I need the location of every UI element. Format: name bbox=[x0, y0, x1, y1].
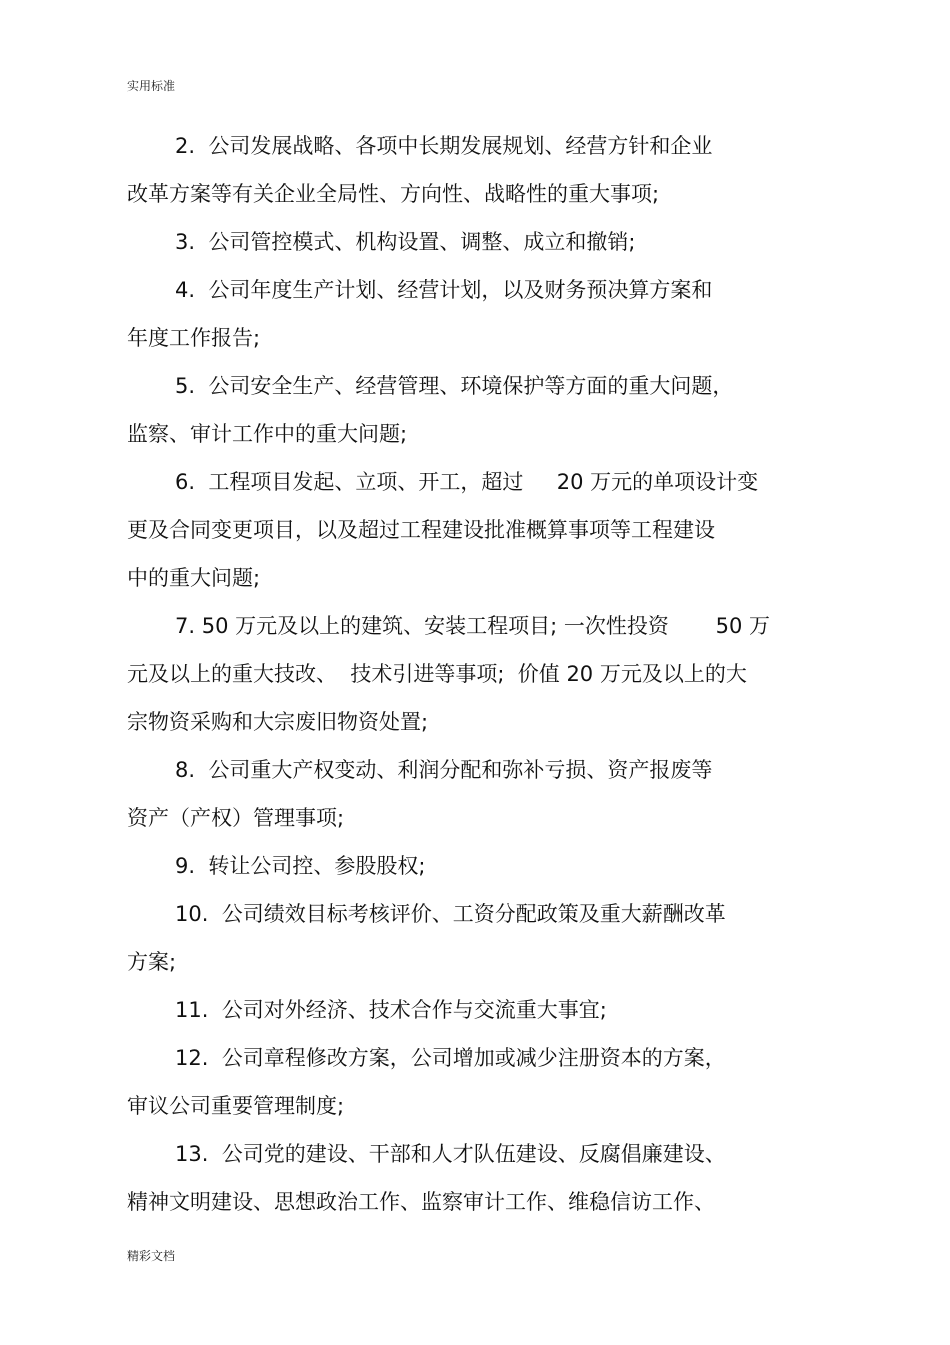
list-item-6-line-1: 6. 工程项目发起、立项、开工，超过 20 万元的单项设计变 bbox=[175, 470, 759, 494]
list-item-12-line-1: 12. 公司章程修改方案，公司增加或减少注册资本的方案， bbox=[175, 1046, 726, 1070]
list-item-12-line-2: 审议公司重要管理制度; bbox=[127, 1094, 345, 1118]
page-header-label: 实用标准 bbox=[127, 79, 176, 93]
list-item-11-line-1: 11. 公司对外经济、技术合作与交流重大事宜; bbox=[175, 998, 607, 1022]
list-item-10-line-2: 方案; bbox=[127, 950, 177, 974]
list-item-13-line-2: 精神文明建设、思想政治工作、监察审计工作、维稳信访工作、 bbox=[127, 1190, 715, 1214]
list-item-2-line-1: 2. 公司发展战略、各项中长期发展规划、经营方针和企业 bbox=[175, 134, 713, 158]
list-item-2-line-2: 改革方案等有关企业全局性、方向性、战略性的重大事项; bbox=[127, 182, 660, 206]
list-item-7-line-1: 7. 50 万元及以上的建筑、安装工程项目; 一次性投资 50 万 bbox=[175, 614, 770, 638]
list-item-6-line-3: 中的重大问题; bbox=[127, 566, 261, 590]
list-item-6-line-2: 更及合同变更项目，以及超过工程建设批准概算事项等工程建设 bbox=[127, 518, 715, 542]
list-item-9-line-1: 9. 转让公司控、参股股权; bbox=[175, 854, 426, 878]
list-item-5-line-1: 5. 公司安全生产、经营管理、环境保护等方面的重大问题， bbox=[175, 374, 734, 398]
list-item-4-line-2: 年度工作报告; bbox=[127, 326, 261, 350]
list-item-8-line-2: 资产（产权）管理事项; bbox=[127, 806, 345, 830]
list-item-10-line-1: 10. 公司绩效目标考核评价、工资分配政策及重大薪酬改革 bbox=[175, 902, 726, 926]
list-item-7-line-2: 元及以上的重大技改、 技术引进等事项; 价值 20 万元及以上的大 bbox=[127, 662, 747, 686]
list-item-3-line-1: 3. 公司管控模式、机构设置、调整、成立和撤销; bbox=[175, 230, 636, 254]
list-item-4-line-1: 4. 公司年度生产计划、经营计划，以及财务预决算方案和 bbox=[175, 278, 713, 302]
list-item-7-line-3: 宗物资采购和大宗废旧物资处置; bbox=[127, 710, 429, 734]
list-item-8-line-1: 8. 公司重大产权变动、利润分配和弥补亏损、资产报废等 bbox=[175, 758, 713, 782]
list-item-13-line-1: 13. 公司党的建设、干部和人才队伍建设、反腐倡廉建设、 bbox=[175, 1142, 726, 1166]
page-footer-label: 精彩文档 bbox=[127, 1249, 176, 1263]
list-item-5-line-2: 监察、审计工作中的重大问题; bbox=[127, 422, 408, 446]
